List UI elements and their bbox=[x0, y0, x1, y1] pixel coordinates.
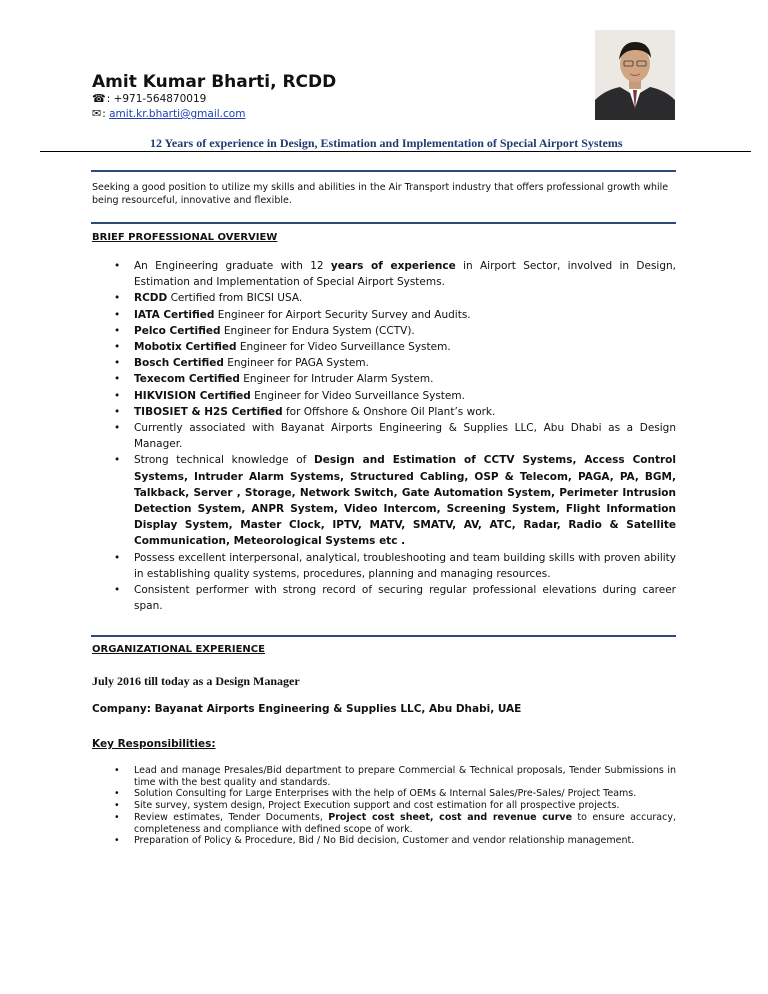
overview-item: • TIBOSIET & H2S Certified for Offshore & Onshore Oil Plant’s work. bbox=[92, 404, 676, 420]
candidate-name: Amit Kumar Bharti, RCDD bbox=[92, 72, 337, 92]
overview-item: • An Engineering graduate with 12 years of experience in Airport Sector, involved in Design, Estimation and Implementation of Special Airport Systems. bbox=[92, 258, 676, 290]
phone-line bbox=[92, 92, 206, 105]
responsibility-item: • Site survey, system design, Project Execution support and cost estimation for all prospective projects. bbox=[92, 800, 676, 812]
section-divider bbox=[91, 170, 676, 172]
phone-number: : +971-564870019 bbox=[106, 93, 207, 105]
responsibility-item: • Review estimates, Tender Documents, Project cost sheet, cost and revenue curve to ensure accuracy, completeness and compliance with defined scope of work. bbox=[92, 812, 676, 835]
overview-item: • Strong technical knowledge of Design and Estimation of CCTV Systems, Access Control Systems, Intruder Alarm Systems, Structured Cabling, OSP & Telecom, PAGA, PA, BGM, Talkback, Server , Storage, Network Switch, Gate Automation System, Perimeter Intrusion Detection System, ANPR System, Video Intercom, Screening System, Flight Information Display System, Master Clock, IPTV, MATV, SMATV, AV, ATC, Radar, Radio & Satellite Communication, Meteorological Systems etc . bbox=[92, 452, 676, 549]
phone-icon: ☎ bbox=[92, 92, 106, 105]
email-link[interactable]: amit.kr.bharti@gmail.com bbox=[109, 108, 246, 120]
overview-item: • Pelco Certified Engineer for Endura System (CCTV). bbox=[92, 323, 676, 339]
overview-item: • Consistent performer with strong record of securing regular professional elevations during career span. bbox=[92, 582, 676, 614]
section-divider bbox=[91, 635, 676, 637]
company-line: Company: Bayanat Airports Engineering & Supplies LLC, Abu Dhabi, UAE bbox=[92, 703, 522, 715]
experience-tagline: 12 Years of experience in Design, Estimation and Implementation of Special Airport Systems bbox=[150, 136, 623, 150]
overview-item: • RCDD Certified from BICSI USA. bbox=[92, 290, 676, 306]
person-portrait-icon bbox=[595, 30, 675, 120]
header-divider bbox=[40, 151, 751, 152]
email-line bbox=[92, 107, 245, 120]
overview-item: • Possess excellent interpersonal, analytical, troubleshooting and team building skills with proven ability in establishing quality systems, procedures, planning and managing resources. bbox=[92, 550, 676, 582]
profile-photo bbox=[595, 30, 675, 120]
responsibility-item: • Solution Consulting for Large Enterprises with the help of OEMs & Internal Sales/Pre-Sales/ Project Teams. bbox=[92, 788, 676, 800]
responsibilities-list bbox=[92, 765, 676, 847]
responsibility-item: • Preparation of Policy & Procedure, Bid / No Bid decision, Customer and vendor relationship management. bbox=[92, 835, 676, 847]
overview-heading: BRIEF PROFESSIONAL OVERVIEW bbox=[92, 232, 278, 243]
overview-item: • IATA Certified Engineer for Airport Security Survey and Audits. bbox=[92, 307, 676, 323]
email-prefix: : bbox=[102, 108, 110, 120]
overview-item: • Texecom Certified Engineer for Intruder Alarm System. bbox=[92, 371, 676, 387]
overview-item: • Mobotix Certified Engineer for Video Surveillance System. bbox=[92, 339, 676, 355]
overview-item: • HIKVISION Certified Engineer for Video Surveillance System. bbox=[92, 388, 676, 404]
objective-text: Seeking a good position to utilize my skills and abilities in the Air Transport industry that offers professional growth while being resourceful, innovative and flexible. bbox=[92, 182, 669, 206]
overview-item: • Bosch Certified Engineer for PAGA System. bbox=[92, 355, 676, 371]
section-divider bbox=[91, 222, 676, 224]
overview-list bbox=[92, 258, 676, 614]
role-date-line: July 2016 till today as a Design Manager bbox=[92, 674, 300, 688]
envelope-icon: ✉ bbox=[92, 107, 102, 120]
experience-heading: ORGANIZATIONAL EXPERIENCE bbox=[92, 644, 265, 655]
responsibility-item: • Lead and manage Presales/Bid department to prepare Commercial & Technical proposals, Tender Submissions in time with the best quality and standards. bbox=[92, 765, 676, 788]
overview-item: • Currently associated with Bayanat Airports Engineering & Supplies LLC, Abu Dhabi as a Design Manager. bbox=[92, 420, 676, 452]
responsibilities-heading: Key Responsibilities: bbox=[92, 738, 216, 750]
